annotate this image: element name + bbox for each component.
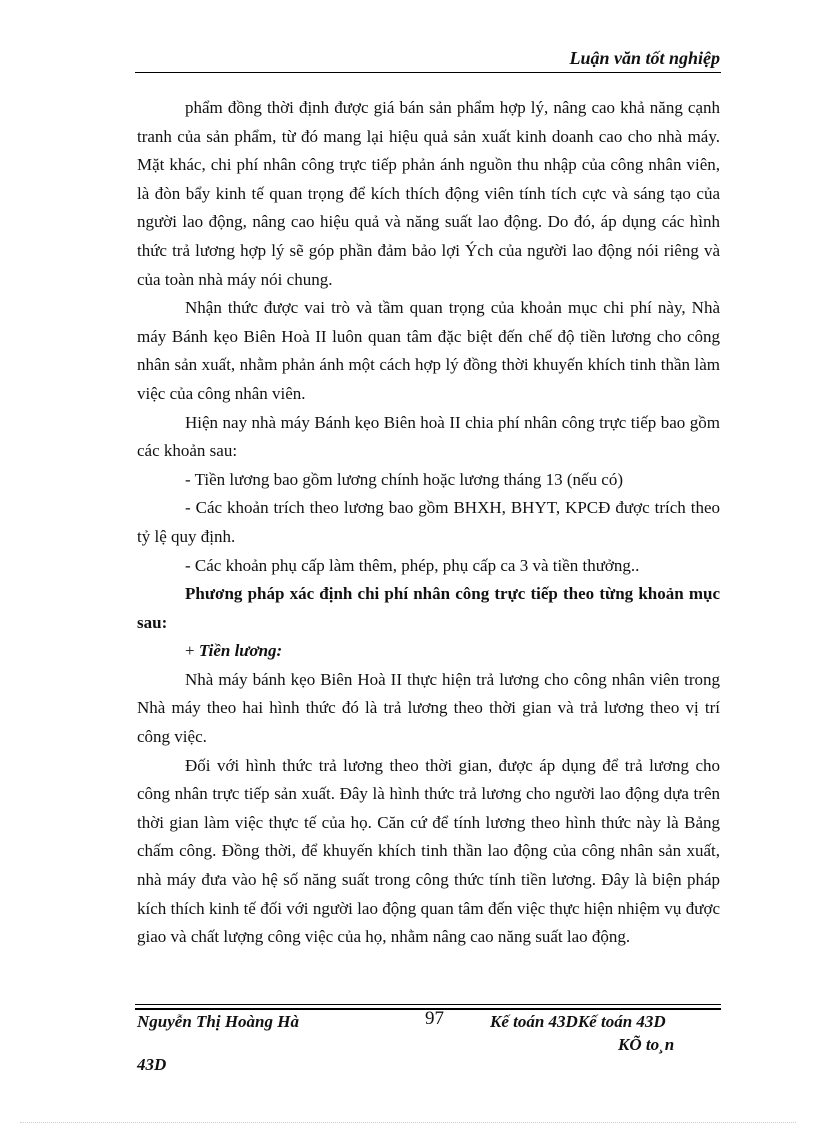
list-item-deductions: - Các khoản trích theo lương bao gồm BHXH, BHYT, KPCĐ được trích theo tỷ lệ quy định.: [137, 498, 720, 546]
running-header-title: Luận văn tốt nghiệp: [569, 48, 720, 68]
footer-author: Nguyễn Thị Hoàng Hà: [137, 1012, 299, 1031]
paragraph-1: phẩm đồng thời định được giá bán sản phẩm hợp lý, nâng cao khả năng cạnh tranh của sản phẩm, từ đó mang lại hiệu quả sản xuất kinh doanh cao cho nhà máy. Mặt khác, chi phí nhân công trực tiếp phản ánh nguồn thu nhập của công nhân viên, là đòn bẩy kinh tế quan trọng để kích thích động viên tính tích cực và sáng tạo của người lao động, nâng cao hiệu quả và năng suất lao động. Do đó, áp dụng các hình thức trả lương hợp lý sẽ góp phần đảm bảo lợi Ých của người lao động nói riêng và của toàn nhà máy nói chung.: [137, 98, 720, 289]
section-heading: Phương pháp xác định chi phí nhân công trực tiếp theo từng khoản mục sau:: [137, 584, 720, 632]
list-item-salary: - Tiền lương bao gồm lương chính hoặc lương tháng 13 (nếu có): [185, 469, 623, 489]
page-body: [137, 94, 720, 952]
footer-divider-thin: [135, 1004, 721, 1005]
page-number: 97: [425, 1008, 444, 1029]
list-item-allowances: - Các khoản phụ cấp làm thêm, phép, phụ cấp ca 3 và tiền thưởng..: [185, 555, 640, 575]
paragraph-2: Nhận thức được vai trò và tầm quan trọng của khoản mục chi phí này, Nhà máy Bánh kẹo Biên Hoà II luôn quan tâm đặc biệt đến chế độ tiền lương cho công nhân sản xuất, nhằm phản ánh một cách hợp lý đồng thời khuyến khích tinh thần làm việc của công nhân viên.: [137, 298, 720, 403]
header-divider: [135, 72, 721, 73]
paragraph-3: Hiện nay nhà máy Bánh kẹo Biên hoà II chia phí nhân công trực tiếp bao gồm các khoản sau:: [137, 412, 720, 461]
subheading: [137, 637, 720, 666]
paragraph-5: Đối với hình thức trả lương theo thời gian, được áp dụng để trả lương cho công nhân trực tiếp sản xuất. Đây là hình thức trả lương cho người lao động dựa trên thời gian làm việc thực tế của họ. Căn cứ để tính lương theo hình thức này là Bảng chấm công. Đồng thời, để khuyến khích tinh thần lao động của công nhân sản xuất, nhà máy đưa vào hệ số năng suất trong công thức tính tiền lương. Đây là biện pháp kích thích kinh tế đối với người lao động quan tâm đến việc thực hiện nhiệm vụ được giao và chất lượng công việc của họ, nhằm nâng cao năng suất lao động.: [137, 755, 720, 947]
subheading-bullet: +: [185, 641, 199, 661]
footer-class-line1: Kế toán 43DKế toán 43D: [490, 1012, 666, 1031]
subheading-title: Tiền lương:: [198, 641, 283, 661]
footer-class-line3: 43D: [137, 1055, 167, 1074]
footer-class-line2: KÕ to¸n: [618, 1035, 675, 1054]
paragraph-4: Nhà máy bánh kẹo Biên Hoà II thực hiện trả lương cho công nhân viên trong Nhà máy theo hai hình thức đó là trả lương theo thời gian và trả lương theo vị trí công việc.: [137, 669, 720, 747]
